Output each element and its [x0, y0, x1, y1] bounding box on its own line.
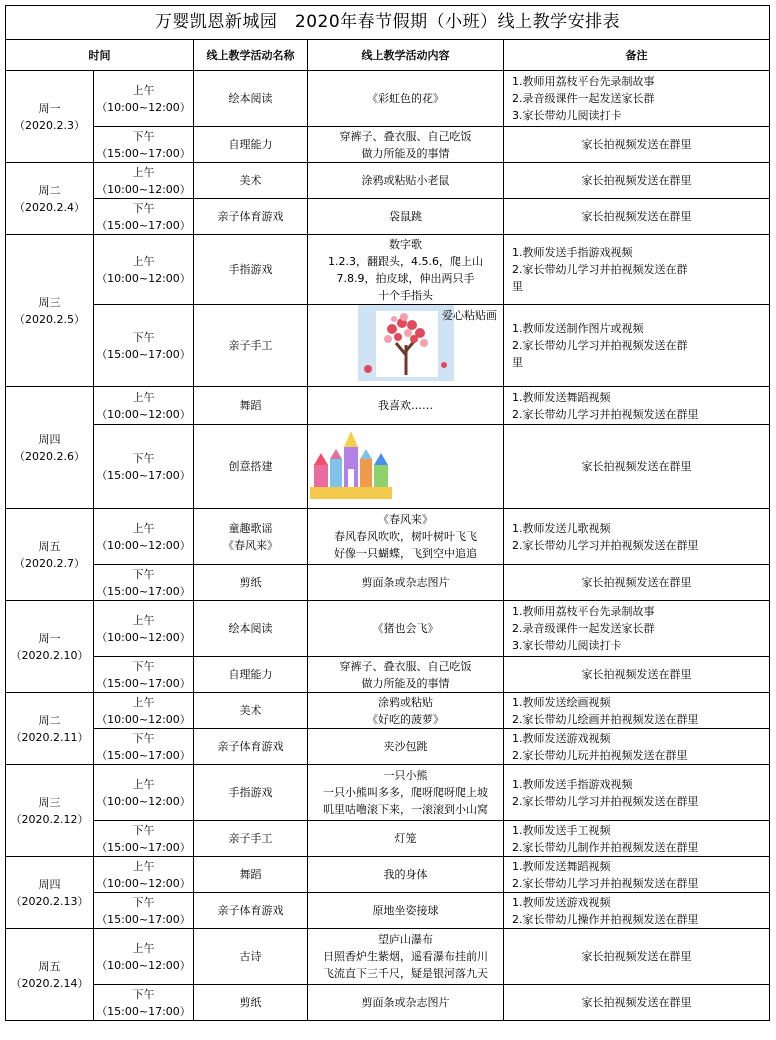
activity-name: 绘本阅读 [228, 622, 273, 635]
time-slot-cell [94, 509, 194, 565]
time-slot-label: 下午 [132, 987, 155, 1001]
notes-cell [504, 199, 770, 235]
activity-name: 手指游戏 [228, 263, 273, 276]
note-line: 1.教师发送游戏视频 [512, 895, 611, 909]
activity-content-line: 春风春风吹吹，树叶树叶飞飞 [334, 530, 477, 543]
weekday-label: 周四 [38, 877, 61, 891]
activity-name: 亲子体育游戏 [217, 740, 284, 753]
activity-name-cell [194, 387, 308, 425]
activity-content-line: 《春风来》 [378, 513, 433, 526]
note-line: 1.教师发送游戏视频 [512, 731, 611, 745]
activity-content-line: 1.2.3，翻跟头，4.5.6，爬上山 [328, 254, 483, 268]
activity-content-cell [308, 857, 504, 893]
activity-name: 《春风来》 [223, 538, 278, 552]
activity-content-cell [308, 601, 504, 657]
picture-caption: 爱心粘贴画 [442, 309, 497, 322]
activity-name: 童趣歌谣 [228, 521, 273, 535]
activity-name-cell [194, 657, 308, 693]
day-cell [6, 601, 94, 693]
activity-content-line: 我喜欢…… [378, 399, 433, 412]
note-line: 2.家长带幼儿绘画并拍视频发送在群里 [512, 712, 699, 726]
activity-content-line: 涂鸦或粘贴小老鼠 [361, 174, 450, 187]
activity-name: 亲子手工 [228, 832, 273, 845]
time-slot-cell [94, 235, 194, 305]
note-line: 1.教师发送手工视频 [512, 823, 611, 837]
activity-content-line: 数字歌 [389, 237, 422, 251]
activity-content-line: 十个手指头 [378, 288, 433, 302]
time-slot-label: 下午 [132, 330, 155, 344]
note-line: 里 [512, 280, 523, 293]
activity-name: 亲子体育游戏 [217, 904, 284, 917]
weekday-label: 周五 [38, 539, 61, 553]
time-slot-cell [94, 857, 194, 893]
table-row [6, 387, 770, 425]
activity-name: 舞蹈 [239, 868, 262, 881]
time-slot-label: 上午 [132, 777, 155, 791]
weekday-label: 周一 [38, 631, 61, 645]
activity-name: 古诗 [239, 950, 262, 963]
table-row [6, 929, 770, 985]
time-slot-label: 上午 [132, 521, 155, 535]
time-slot-hours: （15:00~17:00） [96, 218, 191, 232]
table-row [6, 857, 770, 893]
time-slot-hours: （15:00~17:00） [96, 748, 191, 762]
note-line: 2.家长带幼儿学习并拍视频发送在群里 [512, 407, 699, 421]
notes-cell [504, 305, 770, 387]
note-line: 2.家长带幼儿学习并拍视频发送在群里 [512, 794, 699, 808]
activity-name-cell [194, 235, 308, 305]
time-slot-cell [94, 929, 194, 985]
weekday-label: 周三 [38, 295, 61, 309]
day-cell [6, 163, 94, 235]
activity-content-cell [308, 565, 504, 601]
activity-content-cell [308, 657, 504, 693]
activity-content-cell [308, 387, 504, 425]
table-row [6, 509, 770, 565]
time-slot-hours: （15:00~17:00） [96, 1004, 191, 1018]
activity-content-cell [308, 199, 504, 235]
activity-name-cell [194, 127, 308, 163]
notes-cell [504, 601, 770, 657]
note-line: 2.家长带幼儿学习并拍视频发送在群里 [512, 538, 699, 552]
weekday-label: 周五 [38, 959, 61, 973]
time-slot-label: 上午 [132, 941, 155, 955]
activity-name-cell [194, 729, 308, 765]
time-slot-hours: （10:00~12:00） [96, 182, 191, 196]
time-slot-hours: （10:00~12:00） [96, 630, 191, 644]
note-line: 家长拍视频发送在群里 [581, 950, 692, 963]
time-slot-hours: （10:00~12:00） [96, 407, 191, 421]
activity-name-cell [194, 693, 308, 729]
time-slot-hours: （15:00~17:00） [96, 912, 191, 926]
notes-cell [504, 857, 770, 893]
table-row [6, 985, 770, 1021]
time-slot-label: 下午 [132, 129, 155, 143]
date-label: （2020.2.6） [14, 449, 85, 463]
activity-content-line: 《好吃的菠萝》 [367, 712, 444, 726]
activity-content-cell [308, 509, 504, 565]
notes-cell [504, 71, 770, 127]
activity-content-cell [308, 765, 504, 821]
activity-name: 创意搭建 [228, 460, 273, 473]
time-slot-hours: （15:00~17:00） [96, 840, 191, 854]
time-slot-hours: （15:00~17:00） [96, 347, 191, 361]
time-slot-label: 下午 [132, 731, 155, 745]
time-slot-cell [94, 425, 194, 509]
date-label: （2020.2.3） [14, 118, 85, 132]
note-line: 2.家长带幼儿学习并拍视频发送在群 [512, 263, 688, 276]
time-slot-label: 下午 [132, 451, 155, 465]
note-line: 2.家长带幼儿学习并拍视频发送在群 [512, 339, 688, 352]
time-slot-cell [94, 565, 194, 601]
notes-cell [504, 729, 770, 765]
activity-content-cell [308, 425, 504, 509]
notes-cell [504, 425, 770, 509]
day-cell [6, 509, 94, 601]
activity-name: 自理能力 [228, 138, 273, 151]
time-slot-cell [94, 601, 194, 657]
activity-name: 绘本阅读 [228, 92, 273, 105]
table-row [6, 657, 770, 693]
note-line: 里 [512, 356, 523, 369]
activity-content-cell [308, 929, 504, 985]
day-cell [6, 235, 94, 387]
activity-content-line: 一只小熊叫多多，爬呀爬呀爬上坡 [323, 786, 488, 799]
activity-name-cell [194, 565, 308, 601]
activity-content-cell [308, 893, 504, 929]
date-label: （2020.2.5） [14, 312, 85, 326]
note-line: 家长拍视频发送在群里 [581, 576, 692, 589]
activity-name-cell [194, 509, 308, 565]
note-line: 家长拍视频发送在群里 [581, 174, 692, 187]
time-slot-cell [94, 893, 194, 929]
time-slot-hours: （10:00~12:00） [96, 876, 191, 890]
note-line: 1.教师发送手指游戏视频 [512, 246, 633, 259]
activity-name-cell [194, 893, 308, 929]
day-cell [6, 857, 94, 929]
note-line: 1.教师发送舞蹈视频 [512, 390, 611, 404]
notes-cell [504, 509, 770, 565]
time-slot-cell [94, 127, 194, 163]
activity-content-line: 《彩虹色的花》 [367, 92, 444, 105]
activity-content-line: 穿裤子、叠衣服、自己吃饭 [339, 129, 472, 143]
activity-name: 美术 [239, 704, 262, 717]
table-row [6, 765, 770, 821]
note-line: 家长拍视频发送在群里 [581, 460, 692, 473]
note-line: 1.教师用荔枝平台先录制故事 [512, 605, 655, 618]
table-row [6, 601, 770, 657]
note-line: 1.教师发送绘画视频 [512, 695, 611, 709]
day-cell [6, 71, 94, 163]
note-line: 1.教师发送手指游戏视频 [512, 777, 633, 791]
activity-content-line: 原地坐姿接球 [372, 904, 439, 917]
day-cell [6, 693, 94, 765]
notes-cell [504, 821, 770, 857]
note-line: 1.教师用荔枝平台先录制故事 [512, 75, 655, 88]
activity-name-cell [194, 765, 308, 821]
activity-content-line: 日照香炉生紫烟，遥看瀑布挂前川 [323, 950, 488, 963]
notes-cell [504, 765, 770, 821]
page-title: 万婴凯恩新城园 2020年春节假期（小班）线上教学安排表 [6, 6, 770, 40]
time-slot-cell [94, 305, 194, 387]
note-line: 家长拍视频发送在群里 [581, 138, 692, 151]
activity-content-line: 做力所能及的事情 [361, 146, 450, 160]
time-slot-label: 上午 [132, 254, 155, 268]
note-line: 2.录音级课件一起发送家长群 [512, 622, 655, 635]
time-slot-label: 下午 [132, 201, 155, 215]
activity-name-cell [194, 929, 308, 985]
time-slot-hours: （10:00~12:00） [96, 794, 191, 808]
time-slot-cell [94, 199, 194, 235]
activity-name: 剪纸 [239, 576, 262, 589]
time-slot-label: 上午 [132, 695, 155, 709]
activity-content-line: 一只小熊 [383, 769, 428, 782]
time-slot-cell [94, 765, 194, 821]
time-slot-cell [94, 729, 194, 765]
notes-cell [504, 985, 770, 1021]
time-slot-hours: （10:00~12:00） [96, 538, 191, 552]
note-line: 1.教师发送舞蹈视频 [512, 859, 611, 873]
note-line: 2.录音级课件一起发送家长群 [512, 92, 655, 105]
notes-cell [504, 235, 770, 305]
notes-cell [504, 127, 770, 163]
time-slot-label: 上午 [132, 859, 155, 873]
note-line: 2.家长带幼儿操作并拍视频发送在群里 [512, 912, 699, 926]
time-slot-label: 下午 [132, 567, 155, 581]
activity-content-line: 做力所能及的事情 [361, 676, 450, 690]
time-slot-hours: （10:00~12:00） [96, 712, 191, 726]
table-row [6, 235, 770, 305]
activity-content-line: 剪面条或杂志图片 [361, 996, 450, 1009]
time-slot-cell [94, 71, 194, 127]
time-slot-label: 下午 [132, 659, 155, 673]
activity-content-cell [308, 985, 504, 1021]
weekday-label: 周二 [38, 713, 61, 727]
note-line: 3.家长带幼儿阅读打卡 [512, 639, 622, 652]
header-time: 时间 [6, 40, 194, 71]
table-row [6, 821, 770, 857]
activity-content-cell [308, 71, 504, 127]
time-slot-cell [94, 657, 194, 693]
activity-content-line: 好像一只蝴蝶，飞到空中追追 [334, 547, 477, 560]
time-slot-hours: （10:00~12:00） [96, 271, 191, 285]
time-slot-hours: （10:00~12:00） [96, 958, 191, 972]
note-line: 2.家长带幼儿玩并拍视频发送在群里 [512, 748, 688, 762]
activity-content-line: 飞流直下三千尺，疑是银河落九天 [323, 967, 488, 980]
note-line: 3.家长带幼儿阅读打卡 [512, 109, 622, 122]
weekday-label: 周一 [38, 101, 61, 115]
table-row [6, 199, 770, 235]
activity-name: 自理能力 [228, 668, 273, 681]
note-line: 家长拍视频发送在群里 [581, 668, 692, 681]
schedule-table [5, 5, 770, 1021]
activity-content-line: 夹沙包跳 [383, 740, 428, 753]
note-line: 2.家长带幼儿制作并拍视频发送在群里 [512, 840, 699, 854]
time-slot-hours: （15:00~17:00） [96, 676, 191, 690]
activity-content-line: 叽里咕噜滚下来，一滚滚到小山窝 [323, 803, 488, 816]
table-row [6, 565, 770, 601]
activity-name-cell [194, 821, 308, 857]
date-label: （2020.2.10） [10, 648, 89, 662]
activity-name-cell [194, 601, 308, 657]
date-label: （2020.2.7） [14, 556, 85, 570]
heart-tree-picture [358, 305, 454, 381]
building-blocks-picture [310, 425, 392, 503]
time-slot-label: 下午 [132, 823, 155, 837]
notes-cell [504, 693, 770, 729]
activity-name-cell [194, 163, 308, 199]
activity-content-cell [308, 821, 504, 857]
note-line: 家长拍视频发送在群里 [581, 996, 692, 1009]
time-slot-hours: （15:00~17:00） [96, 468, 191, 482]
table-row [6, 729, 770, 765]
notes-cell [504, 893, 770, 929]
activity-content-line: 穿裤子、叠衣服、自己吃饭 [339, 659, 472, 673]
time-slot-label: 下午 [132, 895, 155, 909]
activity-content-cell [308, 127, 504, 163]
table-row [6, 71, 770, 127]
header-notes: 备注 [504, 40, 770, 71]
activity-name-cell [194, 985, 308, 1021]
time-slot-cell [94, 985, 194, 1021]
activity-content-cell [308, 729, 504, 765]
table-row [6, 425, 770, 509]
time-slot-hours: （10:00~12:00） [96, 100, 191, 114]
activity-name: 亲子体育游戏 [217, 210, 284, 223]
activity-content-line: 涂鸦或粘贴 [378, 695, 433, 709]
table-row [6, 127, 770, 163]
notes-cell [504, 387, 770, 425]
time-slot-cell [94, 693, 194, 729]
day-cell [6, 387, 94, 509]
table-row [6, 893, 770, 929]
weekday-label: 周三 [38, 795, 61, 809]
table-row [6, 693, 770, 729]
notes-cell [504, 657, 770, 693]
activity-name: 剪纸 [239, 996, 262, 1009]
time-slot-hours: （15:00~17:00） [96, 584, 191, 598]
activity-content-line: 7.8.9，拍皮球，伸出两只手 [336, 271, 475, 285]
picture-wrapper [308, 305, 503, 385]
time-slot-hours: （15:00~17:00） [96, 146, 191, 160]
activity-content-line: 望庐山瀑布 [378, 933, 433, 946]
activity-content-cell [308, 305, 504, 387]
weekday-label: 周二 [38, 183, 61, 197]
time-slot-cell [94, 387, 194, 425]
day-cell [6, 765, 94, 857]
weekday-label: 周四 [38, 432, 61, 446]
activity-content-line: 剪面条或杂志图片 [361, 576, 450, 589]
date-label: （2020.2.13） [10, 894, 89, 908]
activity-name-cell [194, 71, 308, 127]
time-slot-label: 上午 [132, 165, 155, 179]
activity-content-cell [308, 163, 504, 199]
note-line: 2.家长带幼儿学习并拍视频发送在群里 [512, 876, 699, 890]
date-label: （2020.2.11） [10, 730, 89, 744]
header-activity-content: 线上教学活动内容 [308, 40, 504, 71]
activity-name: 亲子手工 [228, 339, 273, 352]
note-line: 1.教师发送制作图片或视频 [512, 322, 644, 335]
activity-name-cell [194, 425, 308, 509]
date-label: （2020.2.12） [10, 812, 89, 826]
activity-content-line: 《猪也会飞》 [372, 622, 439, 635]
note-line: 1.教师发送儿歌视频 [512, 521, 611, 535]
note-line: 家长拍视频发送在群里 [581, 210, 692, 223]
activity-name-cell [194, 305, 308, 387]
header-activity-name: 线上教学活动名称 [194, 40, 308, 71]
notes-cell [504, 163, 770, 199]
day-cell [6, 929, 94, 1021]
time-slot-cell [94, 163, 194, 199]
date-label: （2020.2.4） [14, 200, 85, 214]
activity-content-line: 我的身体 [383, 868, 428, 881]
time-slot-label: 上午 [132, 613, 155, 627]
activity-content-line: 袋鼠跳 [389, 210, 422, 223]
table-row [6, 305, 770, 387]
time-slot-cell [94, 821, 194, 857]
date-label: （2020.2.14） [10, 976, 89, 990]
activity-name-cell [194, 857, 308, 893]
activity-name-cell [194, 199, 308, 235]
activity-name: 手指游戏 [228, 786, 273, 799]
schedule-sheet [5, 5, 769, 1021]
time-slot-label: 上午 [132, 390, 155, 404]
activity-name: 舞蹈 [239, 399, 262, 412]
notes-cell [504, 929, 770, 985]
activity-content-line: 灯笼 [394, 832, 417, 845]
time-slot-label: 上午 [132, 83, 155, 97]
activity-content-cell [308, 235, 504, 305]
activity-name: 美术 [239, 174, 262, 187]
table-row [6, 163, 770, 199]
notes-cell [504, 565, 770, 601]
activity-content-cell [308, 693, 504, 729]
